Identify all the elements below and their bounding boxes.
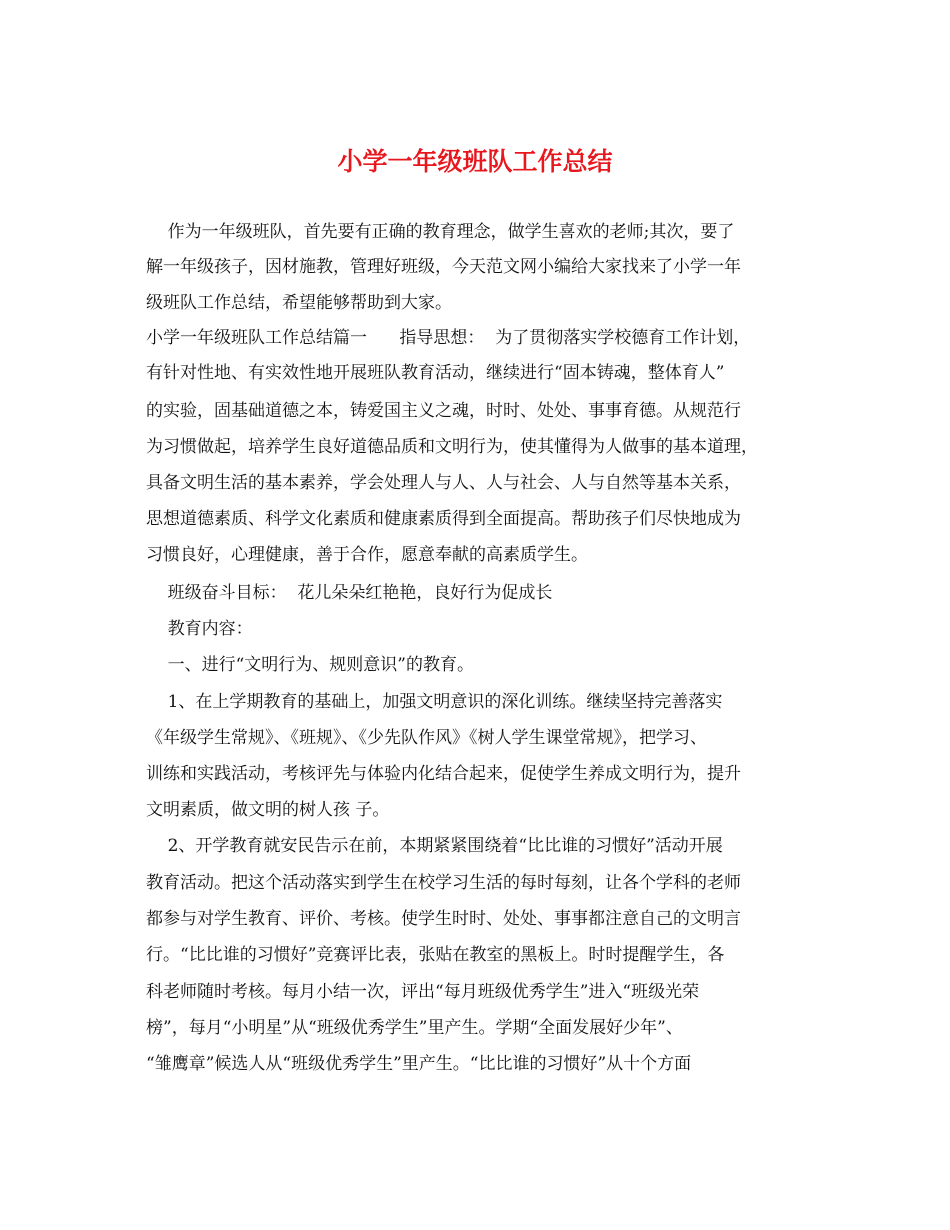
- body-line: 行。“比比谁的习惯好”竞赛评比表，张贴在教室的黑板上。时时提醒学生，各: [146, 945, 725, 965]
- body-line: 作为一年级班队，首先要有正确的教育理念，做学生喜欢的老师;其次，要了: [146, 222, 735, 242]
- body-line: 榜”，每月“小明星”从“班级优秀学生”里产生。学期“全面发展好少年”、: [146, 1018, 683, 1038]
- document-title: 小学一年级班队工作总结: [337, 147, 613, 176]
- body-line: 思想道德素质、科学文化素质和健康素质得到全面提高。帮助孩子们尽快地成为: [146, 509, 741, 529]
- body-line: 1、在上学期教育的基础上，加强文明意识的深化训练。继续坚持完善落实: [146, 692, 723, 712]
- body-line: 具备文明生活的基本素养，学会处理人与人、人与社会、人与自然等基本关系，: [146, 473, 741, 493]
- body-line: 一、进行“文明行为、规则意识”的教育。: [146, 655, 474, 675]
- body-line: 《年级学生常规》、《班规》、《少先队作风》《树人学生课堂常规》，把学习、: [146, 728, 707, 748]
- body-line: 为习惯做起，培养学生良好道德品质和文明行为，使其懂得为人做事的基本道理，: [146, 437, 758, 457]
- body-line: 有针对性地、有实效性地开展班队教育活动，继续进行“固本铸魂，整体育人”: [146, 363, 725, 383]
- body-line: 的实验，固基础道德之本，铸爱国主义之魂，时时、处处、事事育德。从规范行: [146, 401, 741, 421]
- body-line: 教育活动。把这个活动落实到学生在校学习生活的每时每刻，让各个学科的老师: [146, 873, 741, 893]
- body-line: 习惯良好，心理健康，善于合作，愿意奉献的高素质学生。: [146, 545, 588, 565]
- body-line: “雏鹰章”候选人从“班级优秀学生”里产生。“比比谁的习惯好”从十个方面: [146, 1054, 692, 1074]
- body-line: 2、开学教育就安民告示在前，本期紧紧围绕着“比比谁的习惯好”活动开展: [146, 836, 723, 856]
- body-line: 级班队工作总结，希望能够帮助到大家。: [146, 293, 452, 313]
- body-line: 文明素质，做文明的树人孩 子。: [146, 800, 390, 820]
- body-line: 班级奋斗目标： 花儿朵朵红艳艳，良好行为促成长: [146, 583, 553, 603]
- body-line: 科老师随时考核。每月小结一次，评出“每月班级优秀学生”进入“班级光荣: [146, 982, 700, 1002]
- body-line: 教育内容：: [146, 619, 253, 639]
- body-line: 都参与对学生教育、评价、考核。使学生时时、处处、事事都注意自己的文明言: [146, 909, 741, 929]
- body-line: 小学一年级班队工作总结篇一 指导思想： 为了贯彻落实学校德育工作计划，: [146, 328, 751, 348]
- body-line: 解一年级孩子，因材施教，管理好班级，今天范文网小编给大家找来了小学一年: [146, 257, 741, 277]
- body-line: 训练和实践活动，考核评先与体验内化结合起来，促使学生养成文明行为，提升: [146, 764, 741, 784]
